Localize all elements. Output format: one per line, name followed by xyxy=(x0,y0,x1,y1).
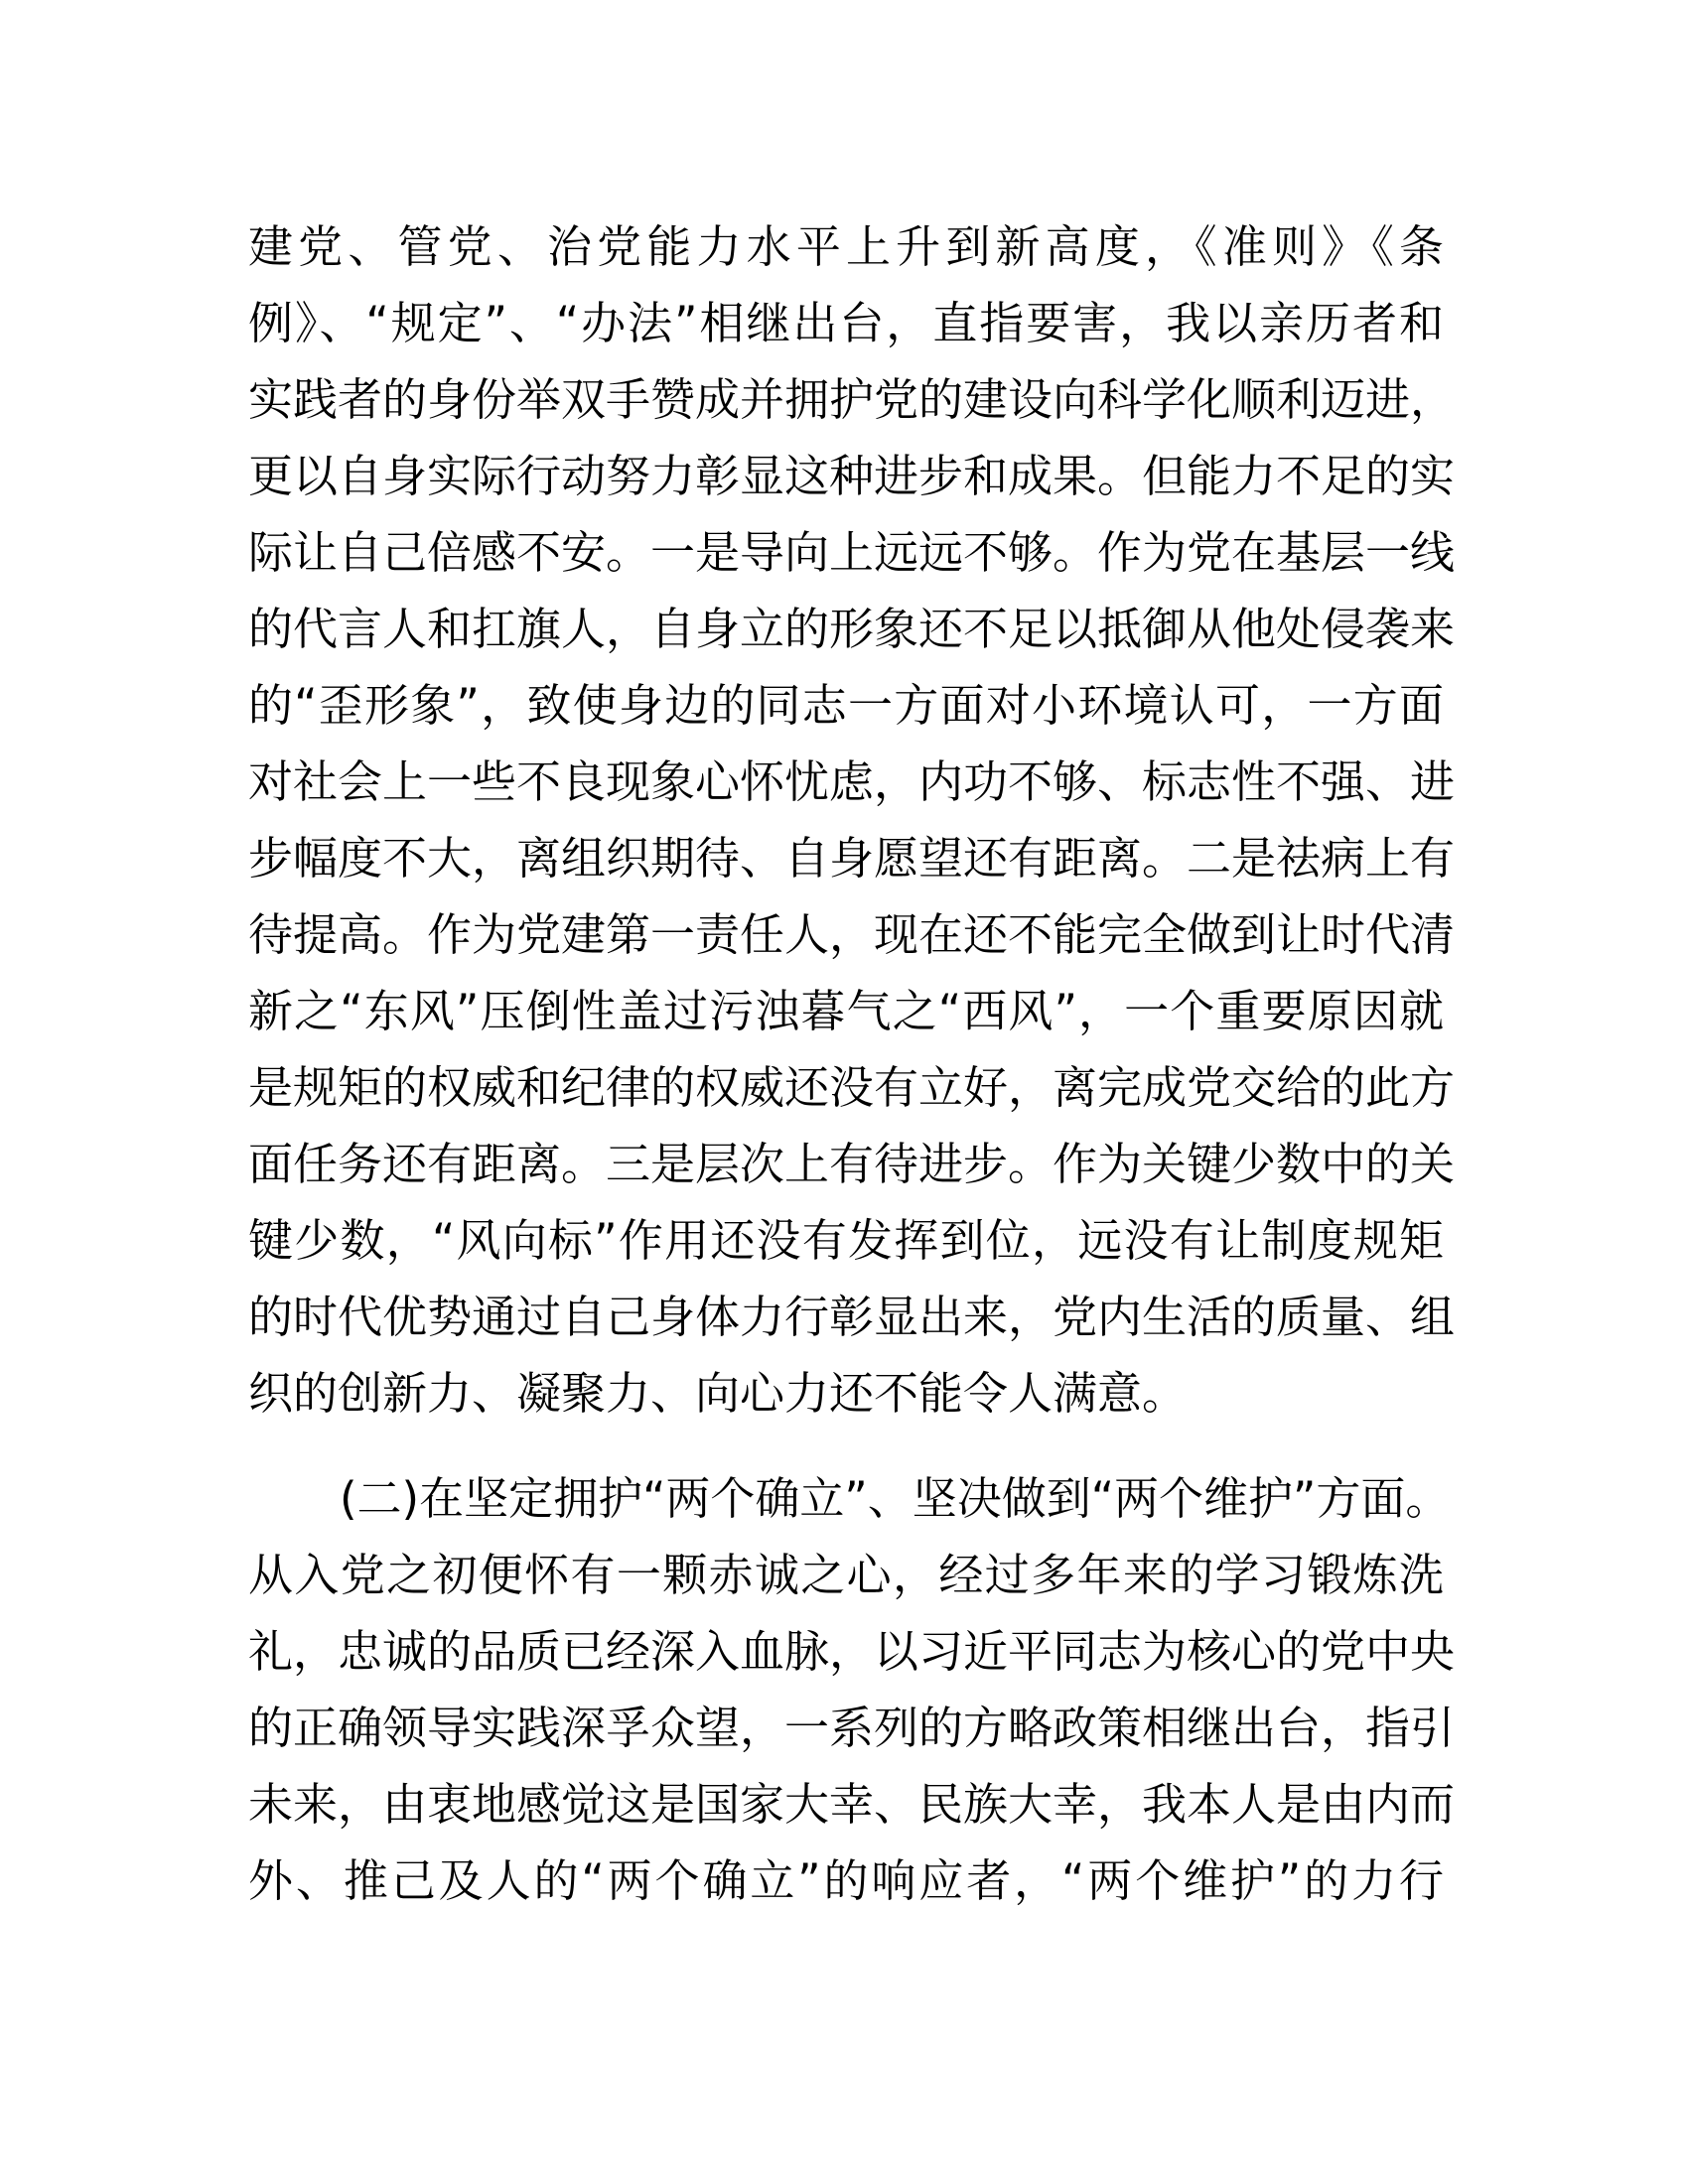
text-line: 建党、管党、治党能力水平上升到新高度，《准则》《条 xyxy=(248,220,1444,273)
text-line: 际让自己倍感不安。一是导向上远远不够。作为党在基层一线 xyxy=(248,526,1456,579)
text-line: 外、推己及人的“两个确立”的响应者，“两个维护”的力行 xyxy=(248,1854,1444,1907)
text-line: 步幅度不大，离组织期待、自身愿望还有距离。二是祛病上有 xyxy=(248,832,1456,885)
text-line: 的“歪形象”，致使身边的同志一方面对小环境认可，一方面 xyxy=(248,679,1444,732)
section-heading-line: (二)在坚定拥护“两个确立”、坚决做到“两个维护”方面。 xyxy=(340,1472,1451,1525)
text-line: 新之“东风”压倒性盖过污浊暮气之“西风”，一个重要原因就 xyxy=(248,985,1444,1037)
text-line: 是规矩的权威和纪律的权威还没有立好，离完成党交给的此方 xyxy=(248,1061,1456,1114)
text-line: 面任务还有距离。三是层次上有待进步。作为关键少数中的关 xyxy=(248,1138,1456,1190)
text-line: 未来，由衷地感觉这是国家大幸、民族大幸，我本人是由内而 xyxy=(248,1778,1456,1831)
text-line: 更以自身实际行动努力彰显这种进步和成果。但能力不足的实 xyxy=(248,450,1456,502)
text-line: 键少数，“风向标”作用还没有发挥到位，远没有让制度规矩 xyxy=(248,1214,1444,1267)
text-line: 的代言人和扛旗人，自身立的形象还不足以抵御从他处侵袭来 xyxy=(248,603,1456,655)
text-line: 的正确领导实践深孚众望，一系列的方略政策相继出台，指引 xyxy=(248,1702,1456,1754)
text-line: 的时代优势通过自己身体力行彰显出来，党内生活的质量、组 xyxy=(248,1291,1456,1343)
text-line: 对社会上一些不良现象心怀忧虑，内功不够、标志性不强、进 xyxy=(248,755,1456,808)
text-line: 待提高。作为党建第一责任人，现在还不能完全做到让时代清 xyxy=(248,908,1456,961)
paragraph-party-building-capability xyxy=(248,208,1456,1432)
paragraph-two-establishes-two-safeguards xyxy=(248,1460,1456,1919)
text-line: 例》、“规定”、“办法”相继出台，直指要害，我以亲历者和 xyxy=(248,297,1444,349)
text-line: 实践者的身份举双手赞成并拥护党的建设向科学化顺利迈进， xyxy=(248,373,1456,426)
text-line: 织的创新力、凝聚力、向心力还不能令人满意。 xyxy=(248,1367,1188,1420)
text-line: 从入党之初便怀有一颗赤诚之心，经过多年来的学习锻炼洗 xyxy=(248,1549,1444,1601)
text-line: 礼，忠诚的品质已经深入血脉，以习近平同志为核心的党中央 xyxy=(248,1625,1456,1678)
